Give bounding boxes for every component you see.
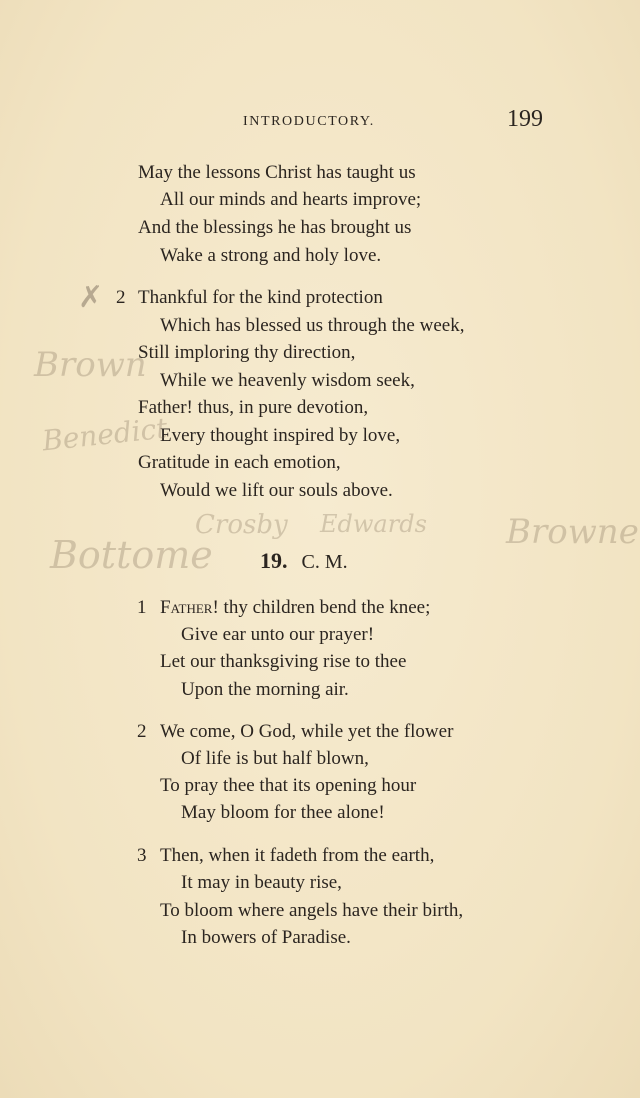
verse-line: Every thought inspired by love, bbox=[160, 425, 401, 446]
verse-line: Which has blessed us through the week, bbox=[160, 315, 465, 336]
verse-line: All our minds and hearts improve; bbox=[160, 189, 422, 210]
verse-line: And the blessings he has brought us bbox=[138, 217, 412, 238]
verse-line: Then, when it fadeth from the earth, bbox=[160, 845, 435, 866]
handwritten-note: Crosby bbox=[195, 510, 288, 540]
handwritten-note: Bottome bbox=[50, 533, 213, 577]
verse-line: To pray thee that its opening hour bbox=[160, 775, 417, 796]
handwritten-note: Browne bbox=[506, 512, 639, 552]
stanza-number: 2 bbox=[116, 287, 126, 308]
verse-line: Give ear unto our prayer! bbox=[181, 624, 375, 645]
verse-line: While we heavenly wisdom seek, bbox=[160, 370, 415, 391]
verse-line: It may in beauty rise, bbox=[181, 872, 342, 893]
hymn-number: 19. bbox=[260, 548, 288, 573]
running-title: INTRODUCTORY. bbox=[243, 114, 375, 129]
verse-line: We come, O God, while yet the flower bbox=[160, 721, 454, 742]
handwritten-note: Edwards bbox=[320, 510, 427, 538]
verse-line: Of life is but half blown, bbox=[181, 748, 369, 769]
verse-line: In bowers of Paradise. bbox=[181, 927, 351, 948]
hymn-heading bbox=[260, 548, 348, 574]
verse-line: Still imploring thy direction, bbox=[138, 342, 356, 363]
verse-line: Gratitude in each emotion, bbox=[138, 452, 341, 473]
handwritten-note: Brown bbox=[34, 345, 147, 385]
handwritten-note: Benedict bbox=[40, 411, 169, 458]
stanza-number: 1 bbox=[137, 597, 147, 618]
verse-line: Let our thanksgiving rise to thee bbox=[160, 651, 407, 672]
first-line-rest: ! thy children bend the knee; bbox=[212, 597, 431, 618]
hymn-meter: C. M. bbox=[301, 551, 348, 573]
stanza-number: 2 bbox=[137, 721, 147, 742]
stanza-number: 3 bbox=[137, 845, 147, 866]
verse-line: Would we lift our souls above. bbox=[160, 480, 393, 501]
verse-line: Father! thus, in pure devotion, bbox=[138, 397, 369, 418]
page-number: 199 bbox=[507, 106, 543, 132]
margin-check-mark: ✗ bbox=[78, 280, 104, 315]
first-word: Father bbox=[160, 597, 213, 618]
verse-line: Wake a strong and holy love. bbox=[160, 245, 382, 266]
verse-line: May the lessons Christ has taught us bbox=[138, 162, 416, 183]
verse-line: May bloom for thee alone! bbox=[181, 802, 385, 823]
verse-line: Thankful for the kind protection bbox=[138, 287, 383, 308]
verse-line: Upon the morning air. bbox=[181, 679, 349, 700]
verse-line: To bloom where angels have their birth, bbox=[160, 900, 464, 921]
verse-line bbox=[160, 598, 430, 617]
